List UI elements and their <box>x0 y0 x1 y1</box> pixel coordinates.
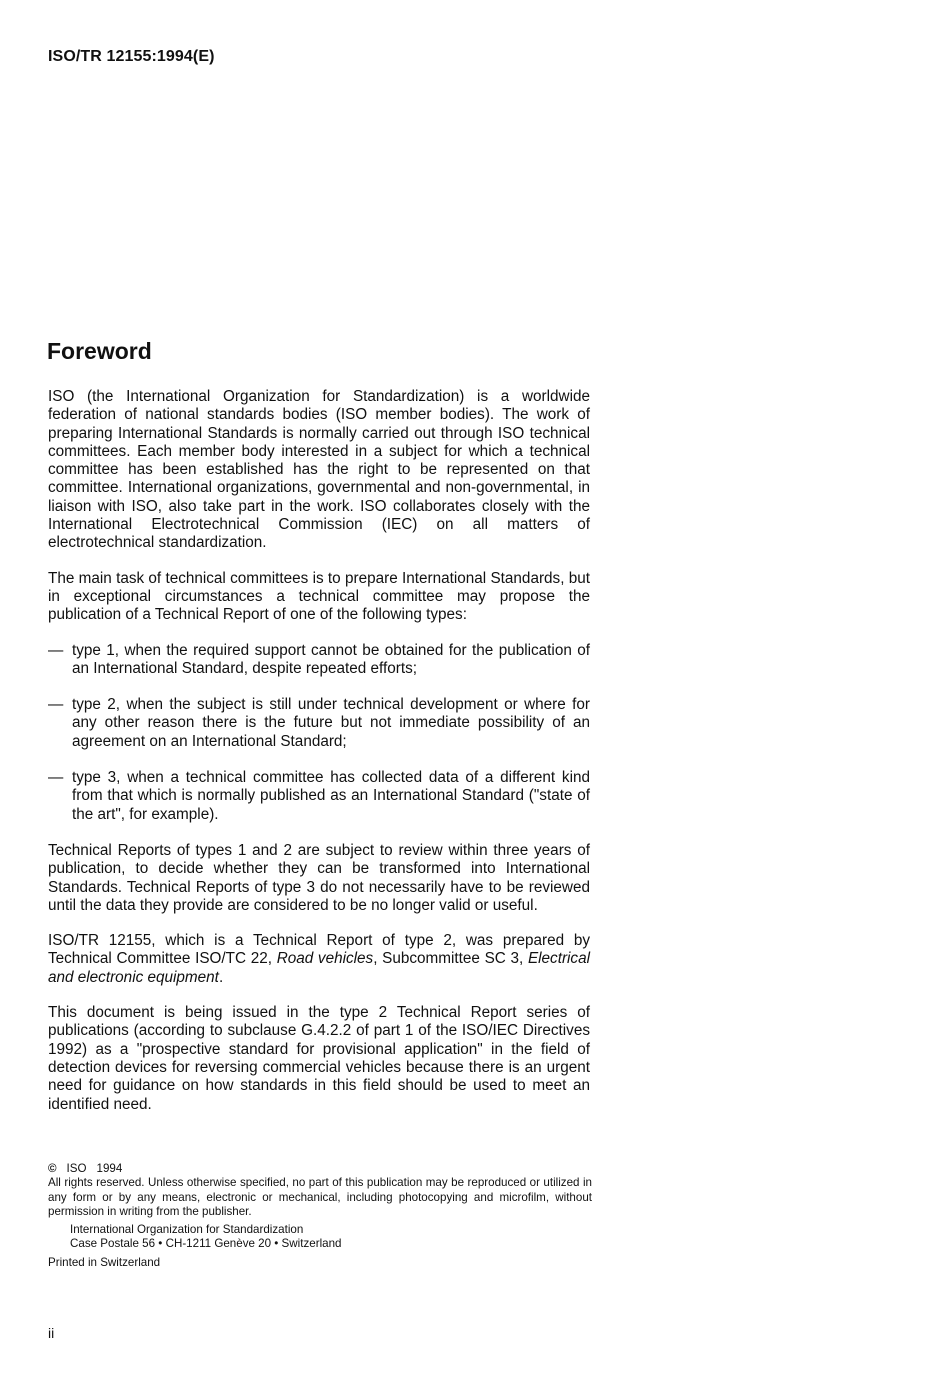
paragraph-iso-intro: ISO (the International Organization for Standardization) is a worldwide federation of national standards bodies (ISO member bodies). The work of preparing International Standards is normally carried out through ISO technical committees. Each member body interested in a subject for which a technical committee has been established has the right to be represented on that committee. International organizations, governmental and non-governmental, in liaison with ISO, also take part in the work. ISO collaborates closely with the International Electrotechnical Commission (IEC) on all matters of electrotechnical standardization. <box>48 388 590 552</box>
list-dash: — <box>48 696 64 714</box>
prepared-by-text: . <box>218 968 224 986</box>
copyright-year: 1994 <box>96 1162 123 1175</box>
paragraph-main-task: The main task of technical committees is to prepare International Standards, but in exceptional circumstances a technical committee may propose the publication of a Technical Report of one of the following types: <box>48 569 590 624</box>
paragraph-prepared-by <box>48 932 590 987</box>
publisher-address <box>70 1223 592 1252</box>
list-item-text: type 2, when the subject is still under technical development or where for any other reason there is the future but not immediate possibility of an agreement on an International Standard; <box>72 696 590 750</box>
rights-notice: All rights reserved. Unless otherwise specified, no part of this publication may be reproduced or utilized in any form or by any means, electronic or mechanical, including photocopying and microfilm, without permission in writing from the publisher. <box>48 1176 592 1219</box>
copyright-line <box>48 1162 592 1176</box>
committee-road-vehicles: Road vehicles <box>276 950 374 968</box>
paragraph-review: Technical Reports of types 1 and 2 are subject to review within three years of publication, to decide whether they can be transformed into International Standards. Technical Reports of type 3 do not necessarily have to be reviewed until the data they provide are considered to be no longer valid or useful. <box>48 841 590 914</box>
copyright-icon: © <box>48 1162 57 1175</box>
list-item-type-3 <box>48 769 590 824</box>
list-item-type-1 <box>48 642 590 679</box>
report-types-list <box>48 642 590 824</box>
document-identifier: ISO/TR 12155:1994(E) <box>48 48 215 65</box>
copyright-holder: ISO <box>66 1162 87 1175</box>
printed-in: Printed in Switzerland <box>48 1256 161 1270</box>
copyright-block <box>48 1162 592 1271</box>
list-item-text: type 1, when the required support cannot be obtained for the publication of an International Standard, despite repeated efforts; <box>72 641 590 677</box>
page-number: ii <box>48 1325 55 1341</box>
page-title: Foreword <box>47 338 152 364</box>
list-dash: — <box>48 641 64 659</box>
prepared-by-text: , Subcommittee SC 3, <box>373 950 528 968</box>
foreword-body <box>48 388 590 1131</box>
publisher-name: International Organization for Standardization <box>70 1222 304 1236</box>
list-dash: — <box>48 769 64 787</box>
subcommittee-electrical: Electrical and electronic equipment <box>48 950 590 986</box>
paragraph-issued: This document is being issued in the type 2 Technical Report series of publications (according to subclause G.4.2.2 of part 1 of the ISO/IEC Directives 1992) as a "prospective standard for provisional application" in the field of detection devices for reversing commercial vehicles because there is an urgent need for guidance on how standards in this field should be used to meet an identified need. <box>48 1004 590 1113</box>
list-item-text: type 3, when a technical committee has collected data of a different kind from that which is normally published as an International Standard ("state of the art", for example). <box>72 769 590 823</box>
prepared-by-text: ISO/TR 12155, which is a Technical Report of type 2, was prepared by Technical Committee ISO/TC 22, <box>48 932 590 968</box>
postal-address: Case Postale 56 • CH-1211 Genève 20 • Switzerland <box>70 1237 342 1251</box>
list-item-type-2 <box>48 696 590 751</box>
